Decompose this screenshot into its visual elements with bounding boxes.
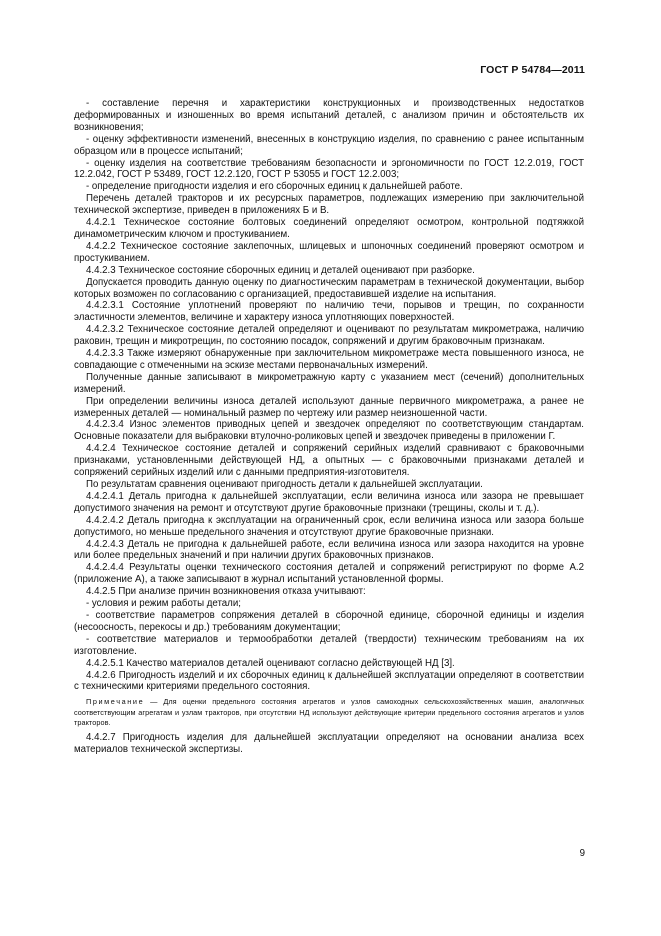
paragraph: 4.4.2.3.4 Износ элементов приводных цепей и звездочек определяют по соответствующим стандартам. Основные показатели для выбраковки втулочно-роликовых цепей и звездочек приведены в приложении Г. [74,419,584,443]
paragraph: Полученные данные записывают в микрометражную карту с указанием мест (сечений) дополнительных измерений. [74,371,584,395]
paragraph: - определение пригодности изделия и его сборочных единиц к дальнейшей работе. [86,181,463,193]
paragraph: 4.4.2.4.3 Деталь не пригодна к дальнейшей работе, если величина износа или зазора находится на уровне или более предельных значений и при наличии других браковочных признаков. [74,538,584,562]
paragraph: - составление перечня и характеристики конструкционных и производственных недостатков деформированных и изношенных во время испытаний деталей, с анализом причин и обстоятельств их возникновения; [74,98,584,133]
paragraph: 4.4.2.4.4 Результаты оценки технического состояния деталей и сопряжений регистрируют по форме А.2 (приложение А), а также записывают в журнал испытаний установленной формы. [74,562,584,586]
paragraph: 4.4.2.4.2 Деталь пригодна к эксплуатации на ограниченный срок, если величина износа или зазора больше допустимого, но меньше предельного значения и отсутствуют другие браковочные признаки. [74,514,584,538]
paragraph: 4.4.2.1 Техническое состояние болтовых соединений определяют осмотром, контрольной подтяжкой динамометрическим ключом и простукиванием. [74,217,584,240]
paragraph: По результатам сравнения оценивают пригодность детали к дальнейшей эксплуатации. [86,479,483,490]
page-number: 9 [579,848,585,859]
paragraph: 4.4.2.7 Пригодность изделия для дальнейшей эксплуатации определяют на основании анализа всех материалов технической экспертизы. [74,731,584,755]
paragraph: - оценку эффективности изменений, внесенных в конструкцию изделия, по сравнению с ранее испытанным образцом или в процессе испытаний; [74,133,584,157]
paragraph: 4.4.2.3.1 Состояние уплотнений проверяют по наличию течи, порывов и трещин, по сохранности эластичности элементов, величине и характеру износа уплотняющих поверхностей. [74,300,584,324]
paragraph: - условия и режим работы детали; [86,598,241,610]
document-body [74,98,584,756]
paragraph: 4.4.2.3.2 Техническое состояние деталей определяют и оценивают по результатам микрометража, наличию раковин, трещин и микротрещин, по состоянию посадок, сопряжений и другим браковочным признакам. [74,324,584,348]
note-text: — Для оценки предельного состояния агрегатов и узлов самоходных сельскохозяйственных машин, аналогичных соответствующим агрегатам и узлам тракторов, при отсутствии НД используют действующие критерии предельного состояния агрегатов и узлов тракторов. [74,697,584,727]
note [74,697,584,728]
paragraph: - оценку изделия на соответствие требованиям безопасности и эргономичности по ГОСТ 12.2.019, ГОСТ 12.2.042, ГОСТ Р 53489, ГОСТ 12.2.120, ГОСТ Р 53055 и ГОСТ 12.2.003; [74,157,584,181]
paragraph: 4.4.2.6 Пригодность изделий и их сборочных единиц к дальнейшей эксплуатации определяют в соответствии с техническими критериями предельного состояния. [74,669,584,693]
paragraph: Допускается проводить данную оценку по диагностическим параметрам в технической документации, выбор которых возможен по согласованию с организацией, предоставившей изделие на испытания. [74,276,584,300]
paragraph: При определении величины износа деталей используют данные первичного микрометража, а ранее не измеренных деталей — номинальный размер по чертежу или размер неизношенной части. [74,395,584,419]
paragraph: 4.4.2.5.1 Качество материалов деталей оценивают согласно действующей НД [3]. [86,657,455,669]
paragraph: Перечень деталей тракторов и их ресурсных параметров, подлежащих измерению при заключительной технической экспертизе, приведен в приложениях Б и В. [74,193,584,217]
paragraph: 4.4.2.4 Техническое состояние деталей и сопряжений серийных изделий сравнивают с браковочными признаками, установленными действующей НД, а опытных — с браковочными признаками деталей и сопряжений серийных изделий или с данными предприятия-изготовителя. [74,443,584,479]
paragraph: 4.4.2.4.1 Деталь пригодна к дальнейшей эксплуатации, если величина износа или зазора не превышает допустимого значения на ремонт и отсутствуют другие браковочные признаки (трещины, сколы и т. д.). [74,490,584,514]
paragraph: 4.4.2.5 При анализе причин возникновения отказа учитывают: [86,586,366,598]
paragraph: 4.4.2.3 Техническое состояние сборочных единиц и деталей оценивают при разборке. [86,264,475,276]
document-code-header: ГОСТ Р 54784—2011 [480,64,585,76]
paragraph: 4.4.2.3.3 Также измеряют обнаруженные при заключительном микрометраже места повышенного износа, не совпадающие с отмеченными на эскизе местами первоначальных измерений. [74,348,584,371]
paragraph: - соответствие материалов и термообработки деталей (твердости) техническим требованиям на их изготовление. [74,633,584,657]
paragraph: 4.4.2.2 Техническое состояние заклепочных, шлицевых и шпоночных соединений проверяют осмотром и простукиванием. [74,240,584,264]
paragraph: - соответствие параметров сопряжения деталей в сборочной единице, сборочной единицы и изделия (несоосность, перекосы и др.) требованиям документации; [74,609,584,633]
note-lead: Примечание [86,697,145,707]
